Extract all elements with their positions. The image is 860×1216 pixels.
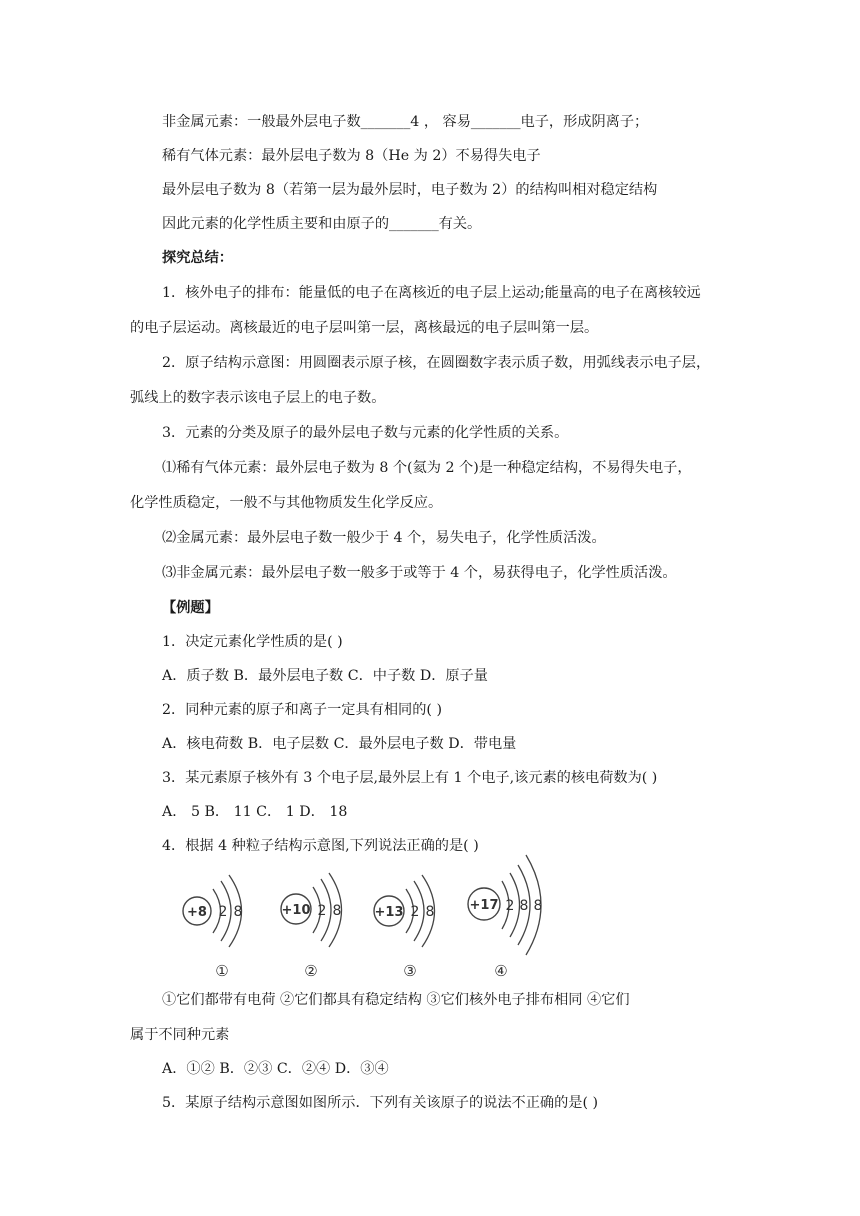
nucleus-charge: +17	[469, 898, 499, 913]
particle-2	[281, 873, 342, 980]
summary-line: 化学性质稳定，一般不与其他物质发生化学反应。	[130, 495, 443, 511]
question-3-options: A． 5 B． 11 C． 1 D． 18	[162, 804, 348, 820]
summary-line: 2．原子结构示意图：用圆圈表示原子核，在圆圈数字表示质子数，用弧线表示电子层，	[162, 355, 711, 371]
particle-label: ④	[494, 962, 508, 980]
intro-line-2: 稀有气体元素：最外层电子数为 8（He 为 2）不易得失电子	[162, 148, 541, 164]
summary-line: ⑴稀有气体元素：最外层电子数为 8 个(氦为 2 个)是一种稳定结构，不易得失电子，	[162, 460, 692, 476]
summary-heading: 探究总结：	[162, 250, 233, 266]
question-1: 1．决定元素化学性质的是( )	[162, 634, 343, 650]
summary-line: 3．元素的分类及原子的最外层电子数与元素的化学性质的关系。	[162, 425, 569, 441]
question-5: 5．某原子结构示意图如图所示．下列有关该原子的说法不正确的是( )	[162, 1095, 599, 1111]
particle-label: ③	[403, 962, 417, 980]
summary-line: 的电子层运动。离核最近的电子层叫第一层，离核最远的电子层叫第一层。	[130, 320, 599, 336]
question-3: 3．某元素原子核外有 3 个电子层,最外层上有 1 个电子,该元素的核电荷数为( )	[162, 770, 658, 786]
intro-line-4: 因此元素的化学性质主要和由原子的_______有关。	[162, 216, 482, 232]
intro-line-3: 最外层电子数为 8（若第一层为最外层时，电子数为 2）的结构叫相对稳定结构	[162, 182, 658, 198]
examples-heading: 【例题】	[162, 600, 219, 616]
electron-count: 2	[410, 904, 420, 920]
summary-line: 弧线上的数字表示该电子层上的电子数。	[130, 390, 386, 406]
nucleus-charge: +8	[187, 905, 207, 920]
summary-line: ⑶非金属元素：最外层电子数一般多于或等于 4 个，易获得电子，化学性质活泼。	[162, 565, 677, 581]
question-4-statements-cont: 属于不同种元素	[130, 1027, 230, 1043]
particle-label: ①	[215, 962, 229, 980]
summary-line: ⑵金属元素：最外层电子数一般少于 4 个，易失电子，化学性质活泼。	[162, 530, 606, 546]
particle-3	[374, 875, 435, 980]
question-4-options: A．①② B．②③ C．②④ D．③④	[162, 1061, 389, 1077]
nucleus-charge: +10	[281, 903, 311, 918]
nucleus-charge: +13	[374, 905, 404, 920]
electron-count: 2	[505, 898, 515, 914]
question-4: 4．根据 4 种粒子结构示意图,下列说法正确的是( )	[162, 838, 479, 854]
electron-count: 8	[533, 898, 543, 914]
electron-count: 2	[317, 903, 327, 919]
electron-count: 8	[332, 903, 342, 919]
question-2: 2．同种元素的原子和离子一定具有相同的( )	[162, 702, 442, 718]
electron-count: 8	[519, 898, 529, 914]
question-1-options: A．质子数 B．最外层电子数 C．中子数 D．原子量	[162, 668, 488, 684]
question-4-statements: ①它们都带有电荷 ②它们都具有稳定结构 ③它们核外电子排布相同 ④它们	[162, 992, 630, 1008]
question-2-options: A．核电荷数 B．电子层数 C．最外层电子数 D．带电量	[162, 736, 517, 752]
electron-count: 8	[233, 904, 243, 920]
particle-4	[468, 855, 542, 980]
electron-count: 8	[425, 904, 435, 920]
summary-line: 1．核外电子的排布：能量低的电子在离核近的电子层上运动;能量高的电子在离核较远	[162, 285, 701, 301]
intro-line-1: 非金属元素：一般最外层电子数_______4 ， 容易_______电子，形成阴离子；	[162, 114, 649, 130]
electron-count: 2	[218, 904, 228, 920]
particle-1	[183, 875, 242, 980]
particle-structure-diagram	[160, 845, 580, 985]
particle-label: ②	[304, 962, 318, 980]
